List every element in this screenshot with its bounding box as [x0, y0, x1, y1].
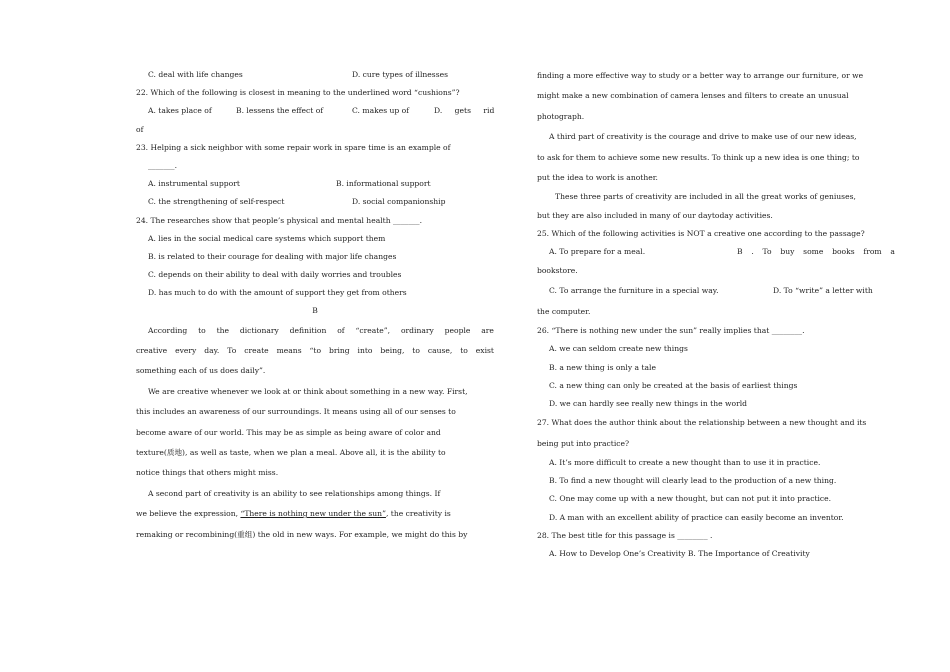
passage-p3-line2: we believe the expression, “There is nothing new under the sun”, the creativity is — [136, 509, 451, 519]
passage-p2-line1: We are creative whenever we look at or think about something in a new way. First, — [148, 386, 468, 396]
q27-option-d: D. A man with an excellent ability of practice can easily become an inventor. — [549, 512, 844, 522]
q27-stem-line2: being put into practice? — [537, 438, 630, 448]
q22-option-c: C. makes up of — [352, 106, 410, 116]
passage-p4-line2: to ask for them to achieve some new results. To think up a new idea is one thing; to — [537, 152, 860, 162]
q27-stem-line1: 27. What does the author think about the relationship between a new thought and its — [537, 418, 867, 428]
right-column — [537, 66, 895, 563]
q25-option-b: B . To buy some books from a — [737, 246, 895, 256]
q23-option-b: B. informational support — [336, 179, 431, 189]
q24-option-a: A. lies in the social medical care systems which support them — [148, 233, 386, 243]
q26-option-c: C. a new thing can only be created at the basis of earliest things — [549, 380, 798, 390]
q22-options — [136, 102, 494, 120]
passage-p2-line3: become aware of our world. This may be as simple as being aware of color and — [136, 427, 441, 437]
q23-options-ab — [136, 175, 494, 193]
q28-stem: 28. The best title for this passage is ________ . — [537, 530, 713, 540]
q28-options-ab: A. How to Develop One’s Creativity B. The Importance of Creativity — [549, 548, 810, 558]
q27-option-a: A. It’s more difficult to create a new thought than to use it in practice. — [549, 457, 821, 467]
passage-p2-line4: texture(质地), as well as taste, when we plan a meal. Above all, it is the ability to — [136, 447, 446, 457]
q23-blank: _______. — [148, 160, 177, 170]
q27-option-b: B. To find a new thought will clearly lead to the production of a new thing. — [549, 476, 837, 486]
q24-option-b: B. is related to their courage for dealing with major life changes — [148, 251, 397, 261]
q22-stem: 22. Which of the following is closest in meaning to the underlined word “cushions”? — [136, 88, 460, 98]
passage-p5-line2: but they are also included in many of our daytoday activities. — [537, 210, 773, 220]
left-column — [136, 66, 494, 545]
q26-option-a: A. we can seldom create new things — [549, 344, 688, 354]
passage-p4-line3: put the idea to work is another. — [537, 172, 658, 182]
passage-p3-line5: might make a new combination of camera lenses and filters to create an unusual — [537, 91, 849, 101]
passage-p3-line3: remaking or recombining(重组) the old in new ways. For example, we might do this by — [136, 529, 468, 539]
q25-options-ab — [537, 243, 895, 261]
q22-option-b: B. lessens the effect of — [236, 106, 324, 116]
q23-options-cd — [136, 193, 494, 211]
q23-option-d: D. social companionship — [352, 197, 446, 207]
q26-option-b: B. a new thing is only a tale — [549, 362, 656, 372]
passage-p4-line1: A third part of creativity is the courage and drive to make use of our new ideas, — [549, 132, 857, 142]
q25-options-cd — [537, 281, 895, 301]
q22-option-d-continuation: of — [136, 124, 144, 134]
q24-option-d: D. has much to do with the amount of support they get from others — [148, 288, 407, 298]
q23-stem: 23. Helping a sick neighbor with some repair work in spare time is an example of — [136, 142, 451, 152]
q24-option-c: C. depends on their ability to deal with daily worries and troubles — [148, 270, 402, 280]
underlined-expression: “There is nothing new under the sun” — [240, 509, 386, 519]
q21-option-d: D. cure types of illnesses — [352, 70, 448, 79]
passage-p3-line1: A second part of creativity is an ability to see relationships among things. If — [148, 488, 441, 498]
passage-p1-line1: According to the dictionary definition of “create”, ordinary people are — [148, 325, 494, 335]
q25-option-d: D. To “write” a letter with — [773, 286, 873, 296]
q21-options-cd — [136, 66, 494, 84]
q26-stem: 26. “There is nothing new under the sun” really implies that ________. — [537, 326, 805, 336]
passage-p1-line3: something each of us does daily”. — [136, 366, 266, 376]
q21-option-c: C. deal with life changes — [148, 70, 243, 79]
q25-option-b-continuation: bookstore. — [537, 266, 578, 276]
passage-p2-line2: this includes an awareness of our surroundings. It means using all of our senses to — [136, 407, 456, 417]
q25-option-a: A. To prepare for a meal. — [549, 246, 646, 256]
q25-stem: 25. Which of the following activities is NOT a creative one according to the passage? — [537, 228, 865, 238]
q24-stem: 24. The researches show that people’s physical and mental health _______. — [136, 215, 422, 225]
q23-option-a: A. instrumental support — [148, 179, 240, 189]
passage-p1-line2: creative every day. To create means “to bring into being, to cause, to exist — [136, 346, 494, 356]
q22-option-d: D. gets rid — [434, 106, 495, 116]
q25-option-c: C. To arrange the furniture in a special way. — [549, 286, 719, 296]
passage-p5-line1: These three parts of creativity are included in all the great works of geniuses, — [555, 192, 856, 202]
passage-p3-line6: photograph. — [537, 111, 585, 121]
q23-option-c: C. the strengthening of self-respect — [148, 197, 285, 207]
q27-option-c: C. One may come up with a new thought, but can not put it into practice. — [549, 494, 832, 504]
section-label: B — [312, 306, 318, 316]
q26-option-d: D. we can hardly see really new things in the world — [549, 399, 747, 409]
passage-p2-line5: notice things that others might miss. — [136, 468, 279, 478]
passage-p3-line4: finding a more effective way to study or a better way to arrange our furniture, or we — [537, 71, 864, 80]
q25-option-d-continuation: the computer. — [537, 306, 591, 316]
q22-option-a: A. takes place of — [148, 106, 212, 116]
